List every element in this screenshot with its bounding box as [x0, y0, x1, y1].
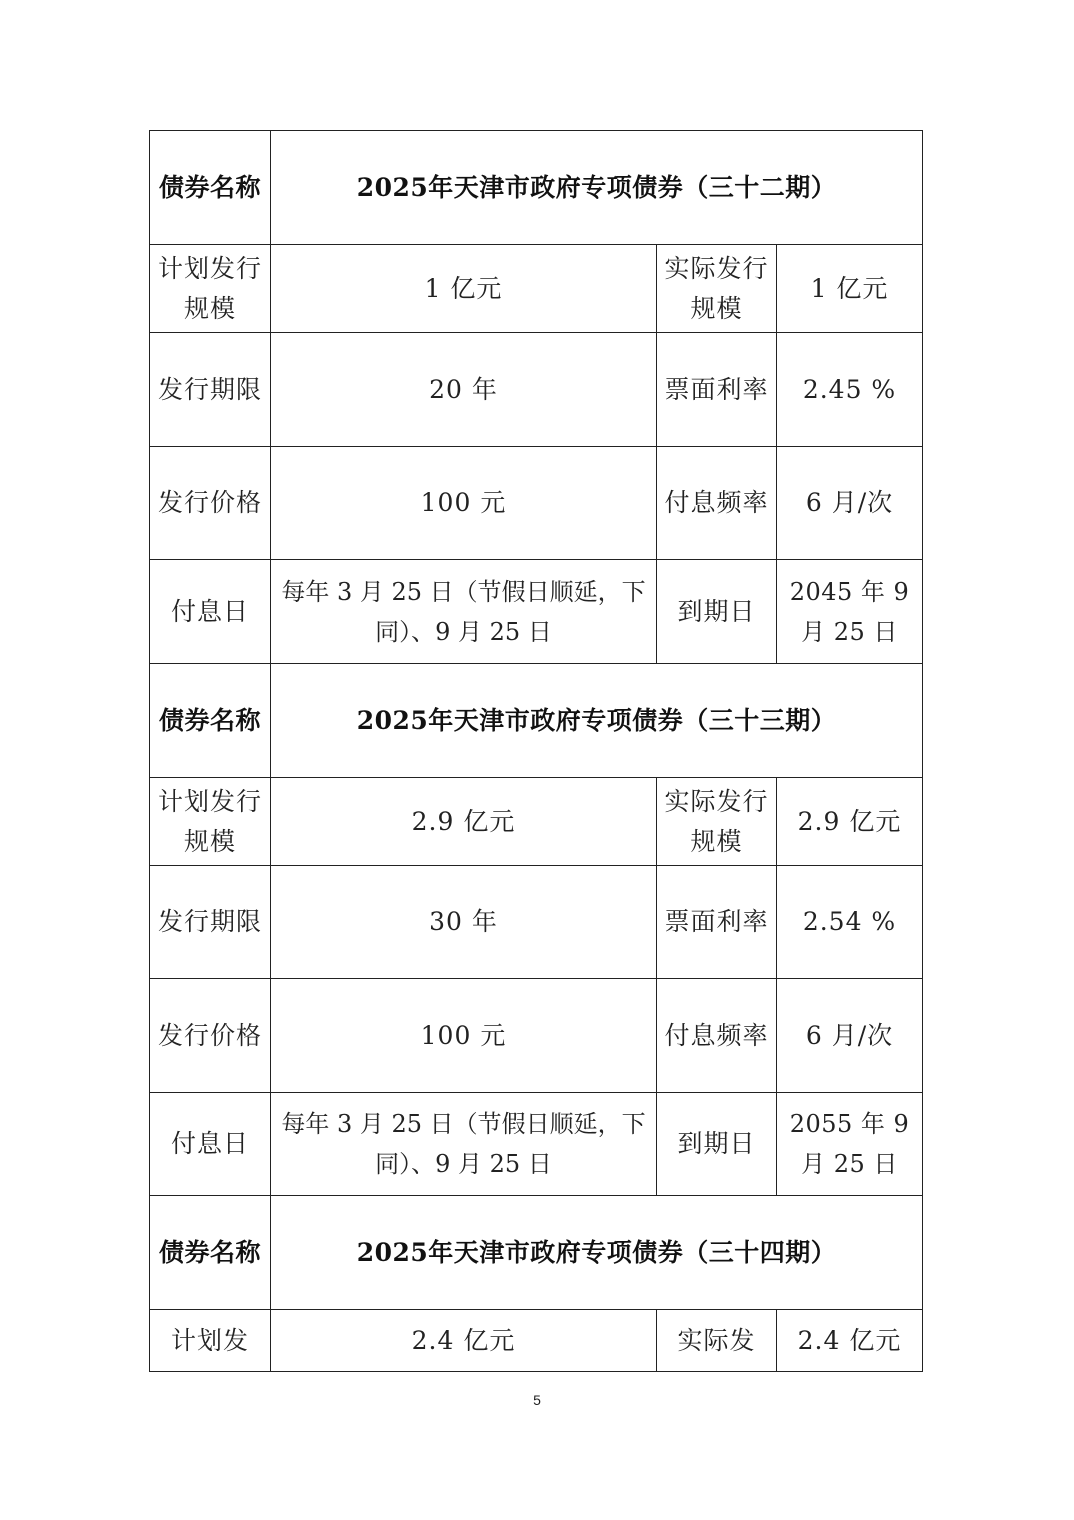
issue-scale-row: [150, 778, 923, 866]
payment-date-label: 付息日: [150, 560, 271, 664]
actual-scale-value: 2.4 亿元: [777, 1310, 923, 1372]
frequency-value: 6 月/次: [777, 447, 923, 560]
price-value: 100 元: [271, 447, 657, 560]
frequency-label: 付息频率: [657, 979, 777, 1093]
page-number: 5: [533, 1392, 541, 1408]
payment-maturity-row: [150, 1093, 923, 1196]
coupon-rate-label: 票面利率: [657, 333, 777, 447]
bond-name-label: 债券名称: [150, 131, 271, 245]
actual-scale-label: 实际发: [657, 1310, 777, 1372]
bond-name-row: [150, 1196, 923, 1310]
payment-date-value: 每年 3 月 25 日（节假日顺延，下同）、9 月 25 日: [271, 1093, 657, 1196]
planned-scale-label: 计划发: [150, 1310, 271, 1372]
coupon-rate-value: 2.45 %: [777, 333, 923, 447]
price-value: 100 元: [271, 979, 657, 1093]
maturity-label: 到期日: [657, 1093, 777, 1196]
bond-name: 2025年天津市政府专项债券（三十四期）: [271, 1196, 923, 1310]
price-frequency-row: [150, 447, 923, 560]
bond-name: 2025年天津市政府专项债券（三十三期）: [271, 664, 923, 778]
payment-date-value: 每年 3 月 25 日（节假日顺延，下同）、9 月 25 日: [271, 560, 657, 664]
planned-scale-label: 计划发行规模: [150, 245, 271, 333]
bond-info-table: [149, 130, 923, 1372]
coupon-rate-label: 票面利率: [657, 866, 777, 979]
term-label: 发行期限: [150, 333, 271, 447]
term-rate-row: [150, 333, 923, 447]
planned-scale-value: 2.4 亿元: [271, 1310, 657, 1372]
frequency-label: 付息频率: [657, 447, 777, 560]
maturity-value: 2045 年 9 月 25 日: [777, 560, 923, 664]
price-label: 发行价格: [150, 979, 271, 1093]
payment-date-label: 付息日: [150, 1093, 271, 1196]
bond-name: 2025年天津市政府专项债券（三十二期）: [271, 131, 923, 245]
frequency-value: 6 月/次: [777, 979, 923, 1093]
bond-name-label: 债券名称: [150, 1196, 271, 1310]
issue-scale-row: [150, 245, 923, 333]
bond-name-row: [150, 131, 923, 245]
issue-scale-row: [150, 1310, 923, 1372]
actual-scale-label: 实际发行规模: [657, 778, 777, 866]
coupon-rate-value: 2.54 %: [777, 866, 923, 979]
actual-scale-label: 实际发行规模: [657, 245, 777, 333]
payment-maturity-row: [150, 560, 923, 664]
price-frequency-row: [150, 979, 923, 1093]
maturity-value: 2055 年 9 月 25 日: [777, 1093, 923, 1196]
term-value: 20 年: [271, 333, 657, 447]
bond-name-row: [150, 664, 923, 778]
planned-scale-value: 2.9 亿元: [271, 778, 657, 866]
maturity-label: 到期日: [657, 560, 777, 664]
actual-scale-value: 1 亿元: [777, 245, 923, 333]
term-label: 发行期限: [150, 866, 271, 979]
actual-scale-value: 2.9 亿元: [777, 778, 923, 866]
planned-scale-label: 计划发行规模: [150, 778, 271, 866]
term-rate-row: [150, 866, 923, 979]
bond-name-label: 债券名称: [150, 664, 271, 778]
planned-scale-value: 1 亿元: [271, 245, 657, 333]
price-label: 发行价格: [150, 447, 271, 560]
term-value: 30 年: [271, 866, 657, 979]
